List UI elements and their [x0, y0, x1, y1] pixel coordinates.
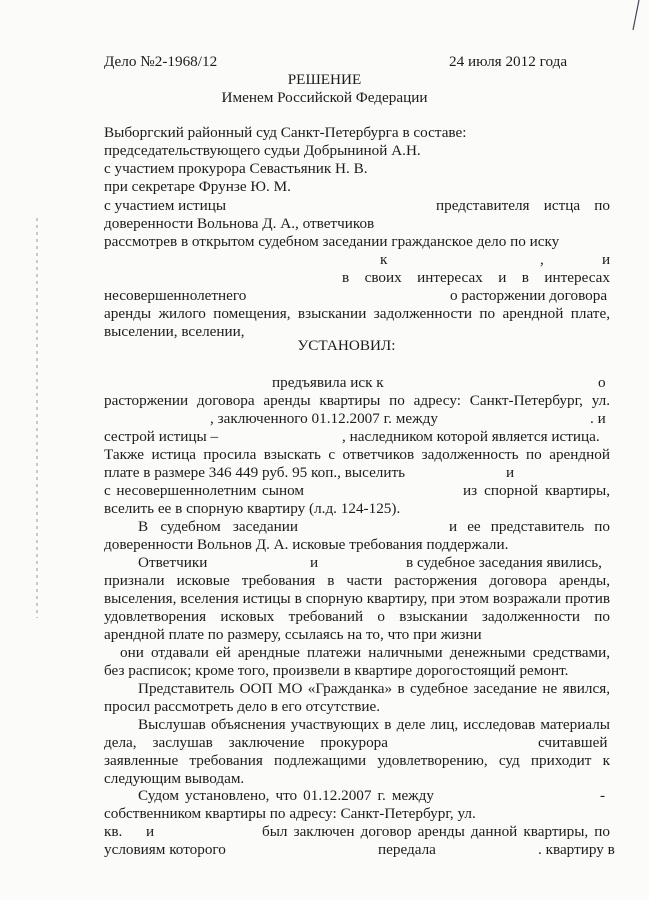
body-line: Также истица просила взыскать с ответчиков задолженность по арендной: [104, 446, 610, 463]
body-line: кв.: [104, 823, 123, 840]
body-line: Выслушав объяснения участвующих в деле лиц, исследовав материалы: [138, 716, 610, 733]
body-line: Ответчики: [138, 554, 208, 571]
body-line: и: [506, 464, 515, 481]
body-line: сестрой истицы –: [104, 428, 219, 445]
body-line: Представитель ООП МО «Гражданка» в судебное заседание не явился,: [138, 680, 610, 697]
intro-line: при секретаре Фрунзе Ю. М.: [104, 178, 291, 195]
body-line: считавшей: [538, 734, 608, 751]
intro-line: рассмотрев в открытом судебном заседании гражданское дело по иску: [104, 233, 560, 250]
body-line: в судебное заседания явились,: [406, 554, 602, 571]
body-line: передала: [378, 841, 436, 858]
intro-line: с участием прокурора Севастьяник Н. В.: [104, 160, 368, 177]
body-line: , заключенного 01.12.2007 г. между: [210, 410, 438, 427]
body-line: они отдавали ей арендные платежи наличными денежными средствами,: [120, 644, 610, 661]
body-line: расторжении договора аренды квартиры по адресу: Санкт-Петербург, ул.: [104, 392, 610, 409]
body-line: выселения, вселения истицы в спорную квартиру, при этом возражали против: [104, 590, 610, 607]
case-number: Дело №2-1968/12: [104, 53, 218, 70]
body-line: Судом установлено, что 01.12.2007 г. между: [138, 787, 434, 804]
intro-line: аренды жилого помещения, взыскании задолженности по арендной плате,: [104, 305, 610, 322]
pen-mark-icon: [627, 0, 641, 32]
body-line: был заключен договор аренды данной квартиры, по: [262, 823, 610, 840]
body-line: без расписок; кроме того, произвели в квартире дорогостоящий ремонт.: [104, 662, 569, 679]
body-line: просил рассмотреть дело в его отсутствие.: [104, 698, 381, 715]
body-line: дела, заслушав заключение прокурора: [104, 734, 388, 751]
body-line: и: [146, 823, 155, 840]
body-line: и: [310, 554, 319, 571]
intro-line: председательствующего судьи Добрыниной А.Н.: [104, 142, 421, 159]
document-date: 24 июля 2012 года: [449, 53, 568, 70]
intro-line: несовершеннолетнего: [104, 287, 247, 304]
document-subtitle: Именем Российской Федерации: [221, 89, 428, 106]
body-line: . квартиру в: [538, 841, 615, 858]
intro-line: и: [602, 251, 611, 268]
body-line: о: [598, 374, 606, 391]
body-line: с несовершеннолетним сыном: [104, 482, 304, 499]
body-line: арендной плате по размеру, ссылаясь на то, что при жизни: [104, 626, 482, 643]
body-line: условиям которого: [104, 841, 226, 858]
body-line: . и: [590, 410, 606, 427]
body-line: доверенности Вольнов Д. А. исковые требования поддержали.: [104, 536, 509, 553]
body-line: -: [600, 787, 606, 804]
body-line: предъявила иск к: [272, 374, 384, 391]
intro-line: выселении, вселении,: [104, 323, 245, 340]
body-line: , наследником которой является истица.: [342, 428, 600, 445]
body-line: плате в размере 346 449 руб. 95 коп., выселить: [104, 464, 406, 481]
body-line: из спорной квартиры,: [463, 482, 610, 499]
intro-line: в своих интересах и в интересах: [342, 269, 610, 286]
intro-line: представителя истца по: [436, 197, 610, 214]
intro-line: к: [380, 251, 388, 268]
body-line: заявленные требования подлежащими удовлетворению, суд приходит к: [104, 752, 610, 769]
body-line: признали исковые требования в части расторжения договора аренды,: [104, 572, 610, 589]
intro-line: доверенности Вольнова Д. А., ответчиков: [104, 215, 375, 232]
margin-dots-decoration: [36, 218, 38, 618]
document-title: РЕШЕНИЕ: [287, 71, 362, 88]
intro-line: ,: [540, 251, 544, 268]
body-line: В судебном заседании: [138, 518, 298, 535]
section-heading: УСТАНОВИЛ:: [297, 337, 396, 354]
body-line: удовлетворения исковых требований о взыскании задолженности по: [104, 608, 610, 625]
intro-line: с участием истицы: [104, 197, 227, 214]
body-line: собственником квартиры по адресу: Санкт-Петербург, ул.: [104, 805, 476, 822]
body-line: вселить ее в спорную квартиру (л.д. 124-125).: [104, 500, 401, 517]
intro-line: о расторжении договора: [450, 287, 608, 304]
body-line: и ее представитель по: [449, 518, 610, 535]
body-line: следующим выводам.: [104, 770, 245, 787]
intro-line: Выборгский районный суд Санкт-Петербурга в составе:: [104, 124, 467, 141]
